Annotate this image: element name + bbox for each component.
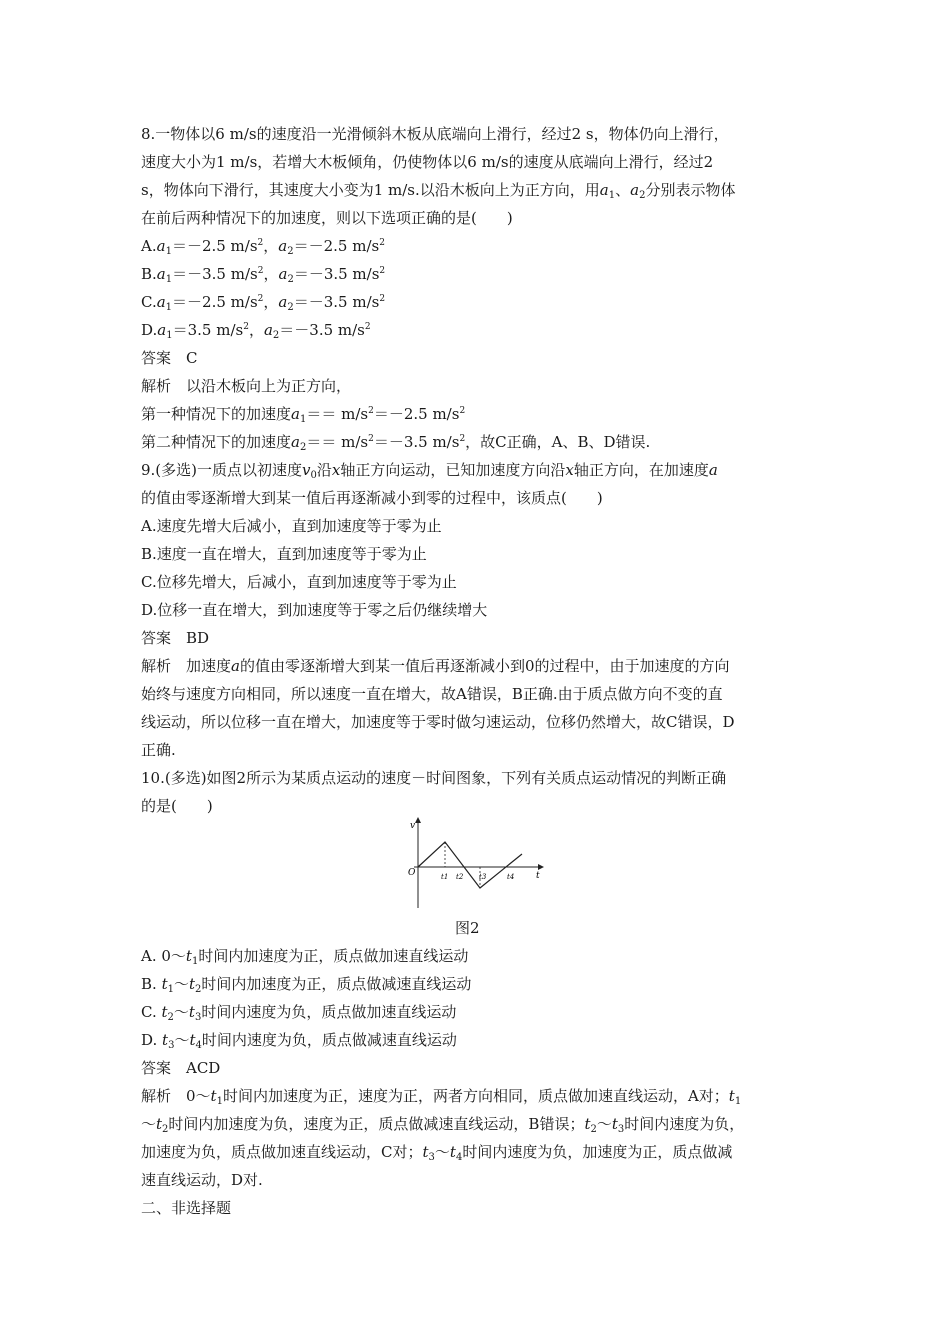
q9-explain-line3: 线运动，所以位移一直在增大，加速度等于零时做匀速运动，位移仍然增大，故C错误，D <box>141 713 735 731</box>
q8-explain-line2: 第一种情况下的加速度$a_1== m/s^2=-2.5$ $m/s^2$ <box>141 405 466 425</box>
q10-explain-line1: 解析 $0\sim t_1$时间内加速度为正，速度为正，两者方向相同，质点做加速直线运动，A对；$t_1$ <box>141 1087 742 1107</box>
q8-stem-line2: 速度大小为1 m/s，若增大木板倾角，仍使物体以6 m/s的速度从底端向上滑行，经过2 <box>141 153 714 171</box>
q10-explain-line4: 速直线运动，D对. <box>141 1171 263 1189</box>
q10-explain-line3: 加速度为负，质点做加速直线运动，C对；$t_3\sim t_4$时间内速度为负，加速度为正，质点做减 <box>141 1143 733 1163</box>
q8-option-b: $B.a_1=-3.5$ $m/s^2$，$a_2=-3.5$ $m/s^2$ <box>141 265 386 285</box>
origin-label: O <box>408 868 416 878</box>
q9-stem-line1: 9.(多选)一质点以初速度$v_0$沿x轴正方向运动，已知加速度方向沿x轴正方向，在加速度a <box>141 461 718 481</box>
q9-option-a: A.速度先增大后减小，直到加速度等于零为止 <box>141 517 442 535</box>
q8-answer: 答案 C <box>141 349 198 367</box>
velocity-curve <box>418 842 522 888</box>
sym-a1: a <box>599 181 609 199</box>
q8-stem-line4: 在前后两种情况下的加速度，则以下选项正确的是( ) <box>141 209 513 227</box>
q8-stem-line3: s，物体向下滑行，其速度大小变为1 m/s.以沿木板向上为正方向，用$a_1$、$a_2$分别表示物体 <box>141 181 736 201</box>
section-heading-nonchoice: 二、非选择题 <box>141 1199 232 1217</box>
tick-t1: t1 <box>441 873 449 881</box>
q10-option-a: A. $0\sim t_1$时间内加速度为正，质点做加速直线运动 <box>141 947 469 967</box>
velocity-time-figure <box>400 812 550 912</box>
q9-stem-line2: 的值由零逐渐增大到某一值后再逐渐减小到零的过程中，该质点( ) <box>141 489 603 507</box>
q10-stem-line1: 10.(多选)如图2所示为某质点运动的速度－时间图象，下列有关质点运动情况的判断正确 <box>141 769 727 787</box>
q8-explain-line1: 解析 以沿木板向上为正方向， <box>141 377 352 395</box>
q9-explain-line2: 始终与速度方向相同，所以速度一直在增大，故A错误，B正确.由于质点做方向不变的直 <box>141 685 723 703</box>
tick-t2: t2 <box>456 873 464 881</box>
q10-option-d: D. $t_3\sim t_4$时间内速度为负，质点做减速直线运动 <box>141 1031 457 1051</box>
q10-option-c: C. $t_2\sim t_3$时间内速度为负，质点做加速直线运动 <box>141 1003 457 1023</box>
q9-explain-line1: 解析 加速度a的值由零逐渐增大到某一值后再逐渐减小到0的过程中，由于加速度的方向 <box>141 657 730 675</box>
sym-a2: a <box>630 181 640 199</box>
q8-option-d: $D.a_1=3.5$ $m/s^2$，$a_2=-3.5$ $m/s^2$ <box>141 321 371 341</box>
q10-option-b: B. $t_1\sim t_2$时间内加速度为正，质点做减速直线运动 <box>141 975 472 995</box>
q8-option-c: $C.a_1=-2.5$ $m/s^2$，$a_2=-3.5$ $m/s^2$ <box>141 293 386 313</box>
q8-stem-line3-tail: 分别表示物体 <box>645 181 736 199</box>
q10-explain-line2: $\sim t_2$时间内加速度为负，速度为正，质点做减速直线运动，B错误；$t_2\sim t_3$时间内速度为负， <box>141 1115 745 1135</box>
axis-label-t: t <box>536 871 540 881</box>
q8-option-a: $A.a_1=-2.5$ $m/s^2$，$a_2=-2.5$ $m/s^2$ <box>141 237 385 257</box>
q9-option-d: D.位移一直在增大，到加速度等于零之后仍继续增大 <box>141 601 488 619</box>
q9-answer: 答案 BD <box>141 629 210 647</box>
q9-explain-line4: 正确. <box>141 741 176 759</box>
figure-caption: 图2 <box>455 919 480 937</box>
q8-stem-line3-text: s，物体向下滑行，其速度大小变为1 m/s.以沿木板向上为正方向，用 <box>141 181 600 199</box>
axis-label-v: v <box>410 821 416 831</box>
q9-option-c: C.位移先增大，后减小，直到加速度等于零为止 <box>141 573 457 591</box>
q8-explain-line3: 第二种情况下的加速度$a_2== m/s^2=-3.5$ $m/s^2$，故C正确，A、B、D错误. <box>141 433 651 453</box>
q8-stem-line1: 8.一物体以6 m/s的速度沿一光滑倾斜木板从底端向上滑行，经过2 s，物体仍向上滑行， <box>141 125 729 143</box>
q9-option-b: B.速度一直在增大，直到加速度等于零为止 <box>141 545 427 563</box>
q10-stem-line2: 的是( ) <box>141 797 213 815</box>
tick-t3: t3 <box>479 873 487 881</box>
tick-t4: t4 <box>507 873 515 881</box>
q10-answer: 答案 ACD <box>141 1059 221 1077</box>
